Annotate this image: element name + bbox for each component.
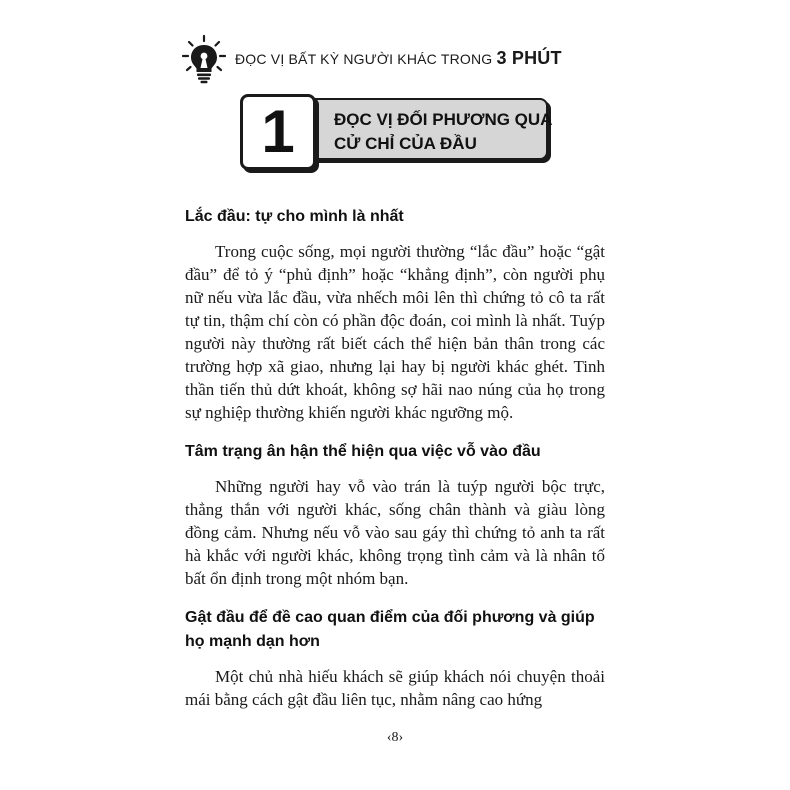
section-heading: Gật đầu để đề cao quan điểm của đối phương và giúp họ mạnh dạn hơn	[185, 609, 595, 650]
section-heading: Lắc đầu: tự cho mình là nhất	[185, 208, 404, 225]
chapter-title-box	[314, 98, 553, 160]
page-content	[185, 205, 605, 711]
page-number: ‹8›	[386, 730, 404, 745]
section-paragraph: Những người hay vỗ vào trán là tuýp người bộc trực, thẳng thắn với người khác, sống chân thành và giàu lòng đồng cảm. Nhưng nếu vỗ vào sau gáy thì chứng tỏ anh ta rất hà khắc với người khác, không trọng tình cảm và là nhân tố bất ổn định trong một nhóm bạn.	[185, 477, 605, 588]
section-paragraph: Trong cuộc sống, mọi người thường “lắc đầu” hoặc “gật đầu” để tỏ ý “phủ định” hoặc “khẳng định”, còn người phụ nữ nếu vừa lắc đầu, vừa nhếch môi lên thì chứng tỏ cô ta rất tự tin, thậm chí còn có phần độc đoán, coi mình là nhất. Tuýp người này thường rất biết cách thể hiện bản thân trong các trường hợp xã giao, nhưng lại hay bị người khác ghét. Tinh thần tiến thủ dứt khoát, không sợ hãi nao núng của họ trong sự nghiệp thường khiến người khác ngưỡng mộ.	[185, 242, 605, 422]
running-header	[180, 34, 600, 84]
lightbulb-icon	[180, 34, 228, 84]
chapter-title	[334, 108, 552, 156]
book-title-highlight: 3 PHÚT	[496, 48, 562, 68]
book-title	[235, 48, 562, 69]
section-heading: Tâm trạng ân hận thể hiện qua việc vỗ vào đầu	[185, 443, 541, 460]
book-title-prefix: ĐỌC VỊ BẤT KỲ NGƯỜI KHÁC TRONG	[235, 51, 493, 67]
chapter-number: 1	[261, 98, 295, 165]
chapter-title-line-1: ĐỌC VỊ ĐỐI PHƯƠNG QUA	[334, 110, 553, 129]
section-paragraph: Một chủ nhà hiếu khách sẽ giúp khách nói chuyện thoải mái bằng cách gật đầu liên tục, nhằm nâng cao hứng	[185, 667, 605, 709]
chapter-title-line-2: CỬ CHỈ CỦA ĐẦU	[334, 134, 477, 153]
chapter-number-box	[240, 94, 316, 170]
